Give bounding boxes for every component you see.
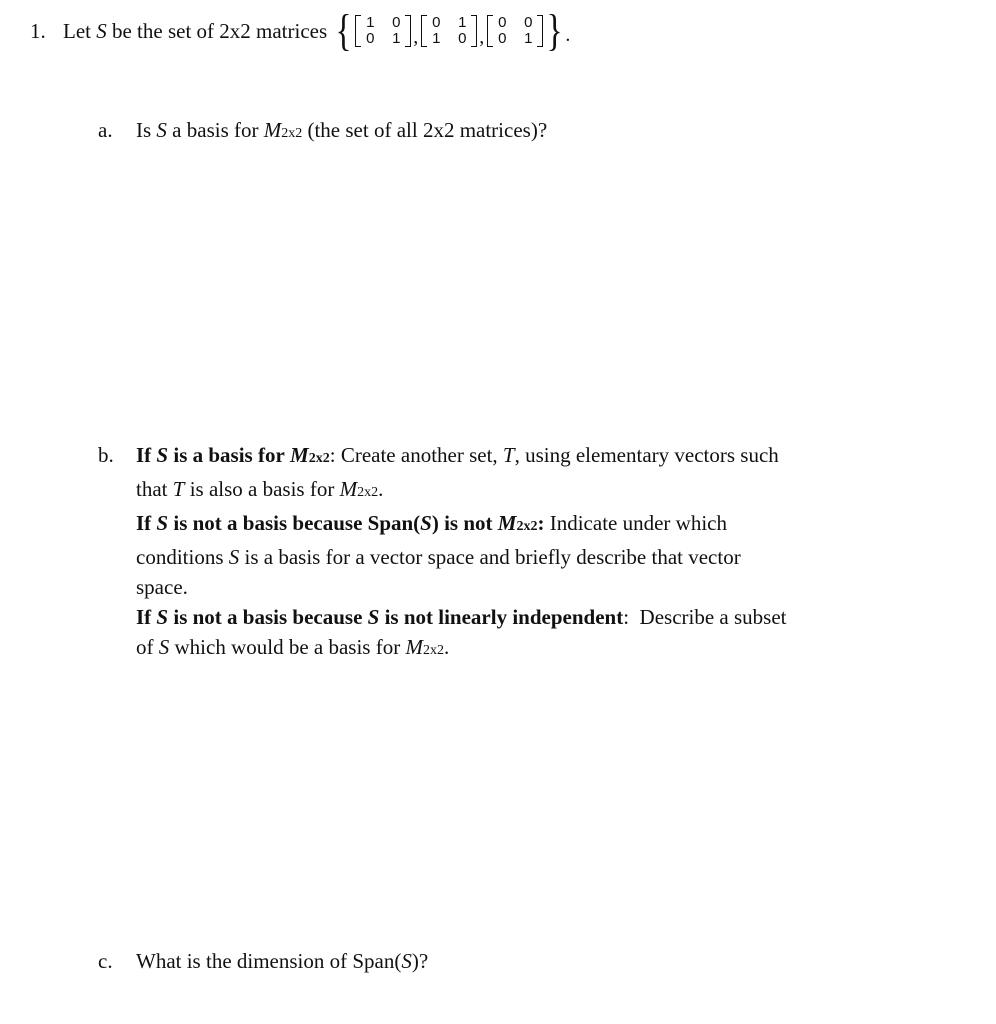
matrix-cell: 1 [524, 30, 533, 47]
matrix-cell: 0 [458, 30, 467, 47]
matrix-bracket-right [537, 15, 543, 47]
question-number: 1. [30, 18, 46, 43]
matrix-cell: 1 [366, 14, 375, 31]
close-brace: } [546, 6, 563, 55]
part-c-question: What is the dimension of Span(S)? [136, 949, 429, 973]
matrix-separator: , [479, 26, 485, 48]
matrix-cell: 0 [524, 14, 533, 31]
part-b-case-3: If S is not a basis because S is not linearly independent: Describe a subset [136, 605, 787, 629]
matrix-cell: 0 [392, 14, 401, 31]
part-a-question: Is S a basis for M2x2 (the set of all 2x2 matrices)? [136, 118, 548, 142]
part-a-label: a. [98, 118, 113, 142]
matrix-3 [487, 15, 543, 47]
open-brace: { [335, 6, 352, 55]
set-variable: S [96, 18, 107, 43]
part-c [98, 946, 698, 976]
matrix-cell: 1 [392, 30, 401, 47]
part-b-case-1: If S is a basis for M2x2: Create another set, T, using elementary vectors such [136, 443, 779, 467]
part-b-case-2: If S is not a basis because Span(S) is not M2x2: Indicate under which [136, 511, 727, 535]
matrix-cell: 0 [498, 30, 507, 47]
part-b-case-1-cont: that T is also a basis for M2x2. [136, 477, 384, 501]
question-period: . [565, 24, 571, 46]
matrix-set [333, 6, 571, 55]
part-c-label: c. [98, 949, 113, 973]
part-b [98, 440, 898, 666]
matrix-cell: 0 [498, 14, 507, 31]
question-intro-rest: be the set of 2x2 matrices [111, 18, 328, 43]
matrix-cell: 1 [432, 30, 441, 47]
matrix-bracket-right [471, 15, 477, 47]
question-1 [30, 8, 570, 54]
matrix-1 [355, 15, 411, 47]
matrix-cell: 1 [458, 14, 467, 31]
matrix-cell: 0 [366, 30, 375, 47]
part-a [98, 115, 818, 149]
part-b-case-2-end: space. [136, 575, 188, 599]
question-intro: Let [63, 18, 91, 43]
matrix-cell: 0 [432, 14, 441, 31]
part-b-label: b. [98, 443, 114, 467]
matrix-bracket-right [405, 15, 411, 47]
matrix-2 [421, 15, 477, 47]
part-b-case-3-cont: of S which would be a basis for M2x2. [136, 635, 450, 659]
part-b-case-2-cont: conditions S is a basis for a vector space and briefly describe that vector [136, 545, 741, 569]
matrix-separator: , [413, 26, 419, 48]
